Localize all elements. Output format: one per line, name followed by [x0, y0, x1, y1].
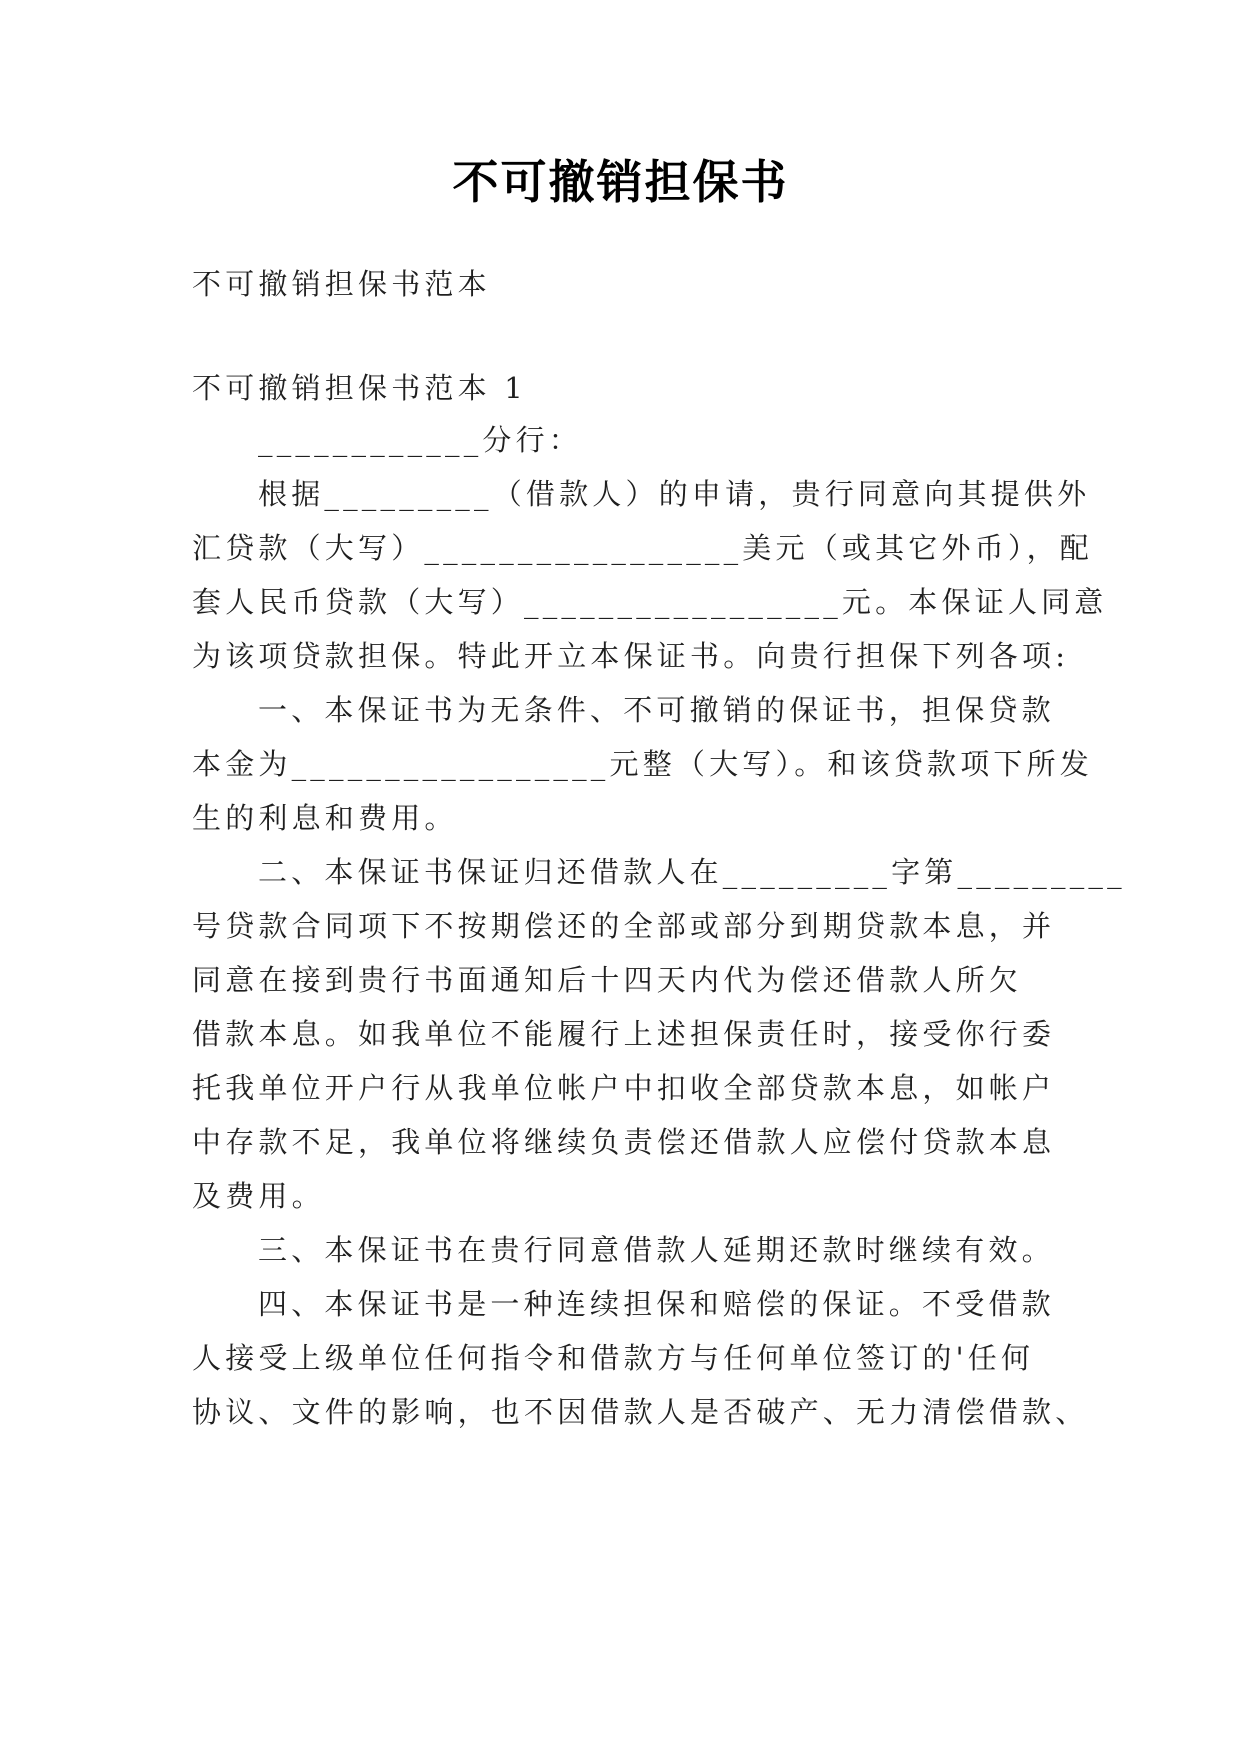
body-line: 套人民币贷款（大写）_________________元。本保证人同意: [192, 585, 1108, 619]
clause-4-line: 四、本保证书是一种连续担保和赔偿的保证。不受借款: [258, 1287, 1055, 1321]
clause-1-line: 一、本保证书为无条件、不可撤销的保证书，担保贷款: [258, 693, 1055, 727]
clause-2-line: 及费用。: [192, 1179, 325, 1213]
section-heading: 不可撤销担保书范本 1: [192, 371, 527, 405]
clause-4-line: 人接受上级单位任何指令和借款方与任何单位签订的'任何: [192, 1341, 1035, 1375]
body-line: 汇贷款（大写）_________________美元（或其它外币），配: [192, 531, 1094, 565]
body-line: 为该项贷款担保。特此开立本保证书。向贵行担保下列各项:: [192, 639, 1070, 673]
clause-1-line: 本金为_________________元整（大写）。和该贷款项下所发: [192, 747, 1094, 781]
clause-2-line: 同意在接到贵行书面通知后十四天内代为偿还借款人所欠: [192, 963, 1023, 997]
document-title: 不可撤销担保书: [452, 155, 789, 209]
addressee-line: ____________分行：: [258, 423, 583, 457]
clause-2-line: 号贷款合同项下不按期偿还的全部或部分到期贷款本息，并: [192, 909, 1056, 943]
body-line: 根据_________（借款人）的申请，贵行同意向其提供外: [258, 477, 1091, 511]
clause-4-line: 协议、文件的影响，也不因借款人是否破产、无力清偿借款、: [192, 1395, 1089, 1429]
clause-1-line: 生的利息和费用。: [192, 801, 458, 835]
clause-3-line: 三、本保证书在贵行同意借款人延期还款时继续有效。: [258, 1233, 1055, 1267]
document-subtitle: 不可撤销担保书范本: [192, 267, 491, 301]
clause-2-line: 托我单位开户行从我单位帐户中扣收全部贷款本息，如帐户: [192, 1071, 1056, 1105]
clause-2-line: 二、本保证书保证归还借款人在_________字第_________: [258, 855, 1126, 889]
clause-2-line: 中存款不足，我单位将继续负责偿还借款人应偿付贷款本息: [192, 1125, 1056, 1159]
clause-2-line: 借款本息。如我单位不能履行上述担保责任时，接受你行委: [192, 1017, 1056, 1051]
